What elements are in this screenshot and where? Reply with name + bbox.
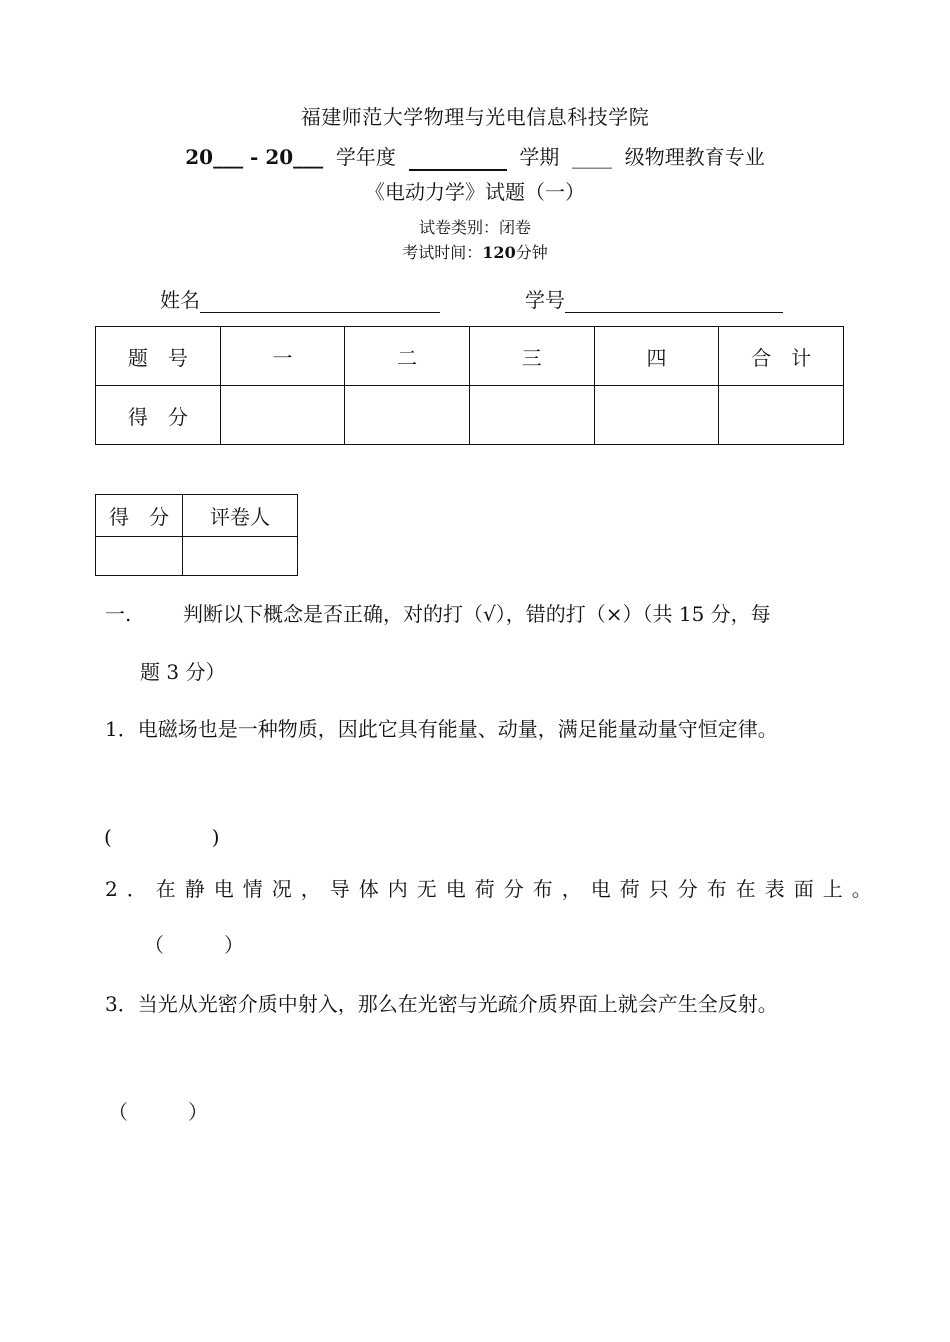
header-cell-4: 四 [594, 327, 719, 386]
score-header-row [96, 327, 844, 386]
question-2: 2．在静电情况，导体内无电荷分布，电荷只分布在表面上。 [105, 877, 881, 901]
id-field [525, 284, 783, 313]
grader-score-label: 得 分 [96, 495, 183, 537]
name-input-line[interactable] [200, 288, 440, 313]
header-cell-total: 合 计 [719, 327, 844, 386]
score-row-label: 得 分 [96, 386, 221, 445]
id-input-line[interactable] [565, 288, 783, 313]
score-value-row [96, 386, 844, 445]
grader-header-row [96, 495, 298, 537]
header-cell-3: 三 [469, 327, 594, 386]
exam-time [0, 240, 950, 263]
section-instruction: 判断以下概念是否正确，对的打（√），错的打（×）（共 15 分，每 [183, 602, 771, 626]
score-cell-3[interactable] [469, 386, 594, 445]
section-instruction-cont: 题 3 分） [140, 660, 226, 684]
name-label: 姓名 [160, 288, 200, 312]
exam-type: 试卷类别：闭卷 [418, 218, 531, 237]
grader-value-row [96, 537, 298, 576]
exam-time-value: 120 [482, 243, 516, 262]
year-dash: - [243, 145, 266, 169]
grader-table [95, 494, 298, 576]
score-table [95, 326, 844, 445]
answer-blank-2[interactable]: （ ） [144, 933, 244, 957]
term-blank[interactable] [409, 145, 507, 171]
grader-score-cell[interactable] [96, 537, 183, 576]
score-cell-1[interactable] [220, 386, 345, 445]
term-line [0, 141, 950, 171]
id-label: 学号 [525, 288, 565, 312]
year-start: 20___ [185, 145, 244, 169]
grade-blank[interactable]: ____ [572, 145, 613, 169]
exam-title: 《电动力学》试题（一） [365, 180, 585, 204]
major-label: 级物理教育专业 [624, 145, 765, 169]
answer-blank-3[interactable]: （ ） [108, 1100, 208, 1124]
header-cell-question-no: 题 号 [96, 327, 221, 386]
grader-name-cell[interactable] [183, 537, 298, 576]
question-1: 1．电磁场也是一种物质，因此它具有能量、动量，满足能量动量守恒定律。 [105, 717, 778, 741]
school-year-label: 学年度 [335, 145, 396, 169]
header-cell-2: 二 [345, 327, 470, 386]
section-number: 一. [105, 602, 132, 626]
term-label: 学期 [519, 145, 560, 169]
score-cell-total[interactable] [719, 386, 844, 445]
question-3: 3．当光从光密介质中射入，那么在光密与光疏介质界面上就会产生全反射。 [105, 992, 778, 1016]
school-title: 福建师范大学物理与光电信息科技学院 [300, 105, 650, 129]
score-cell-4[interactable] [594, 386, 719, 445]
score-cell-2[interactable] [345, 386, 470, 445]
grader-name-label: 评卷人 [183, 495, 298, 537]
name-field [160, 284, 440, 313]
header-cell-1: 一 [220, 327, 345, 386]
answer-blank-1[interactable]: ( ) [104, 825, 220, 849]
year-end: 20___ [265, 145, 324, 169]
exam-time-unit: 分钟 [515, 243, 548, 262]
exam-time-label: 考试时间： [402, 243, 483, 262]
